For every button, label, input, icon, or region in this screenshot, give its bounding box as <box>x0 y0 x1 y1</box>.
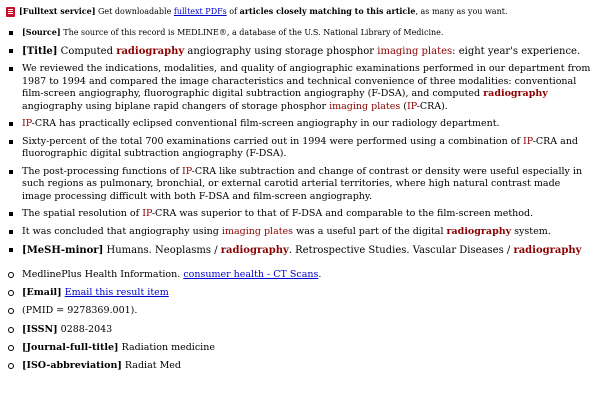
metadata-list <box>6 269 592 373</box>
abstract-sentence-2: IP-CRA has practically eclipsed conventional film-screen angiography in our radiology department. <box>6 118 592 131</box>
mesh-minor-item: [MeSH-minor] Humans. Neoplasms / radiography. Retrospective Studies. Vascular Diseases / radiography <box>6 244 592 257</box>
abstract-sentence-4: The post-processing functions of IP-CRA like subtraction and change of contrast or density were useful especially in such regions as pulmonary, bronchial, or external carotid arterial territories, where high natural contrast made image processing difficult with both F-DSA and film-screen angiography. <box>6 166 592 204</box>
abstract-sentence-6: It was concluded that angiography using imaging plates was a useful part of the digital radiography system. <box>6 226 592 239</box>
medlineplus-item: MedlinePlus Health Information. consumer health - CT Scans. <box>6 269 592 281</box>
source-item: [Source] The source of this record is MEDLINE®, a database of the U.S. National Library of Medicine. <box>6 27 592 39</box>
medlineplus-link[interactable]: consumer health - CT Scans <box>183 268 319 280</box>
record-list <box>6 27 592 256</box>
journal-title-item: [Journal-full-title] Radiation medicine <box>6 342 592 354</box>
abstract-sentence-3: Sixty-percent of the total 700 examinations carried out in 1994 were performed using a combination of IP-CRA and fluorographic digital subtraction angiography (F-DSA). <box>6 136 592 161</box>
iso-abbreviation-item: [ISO-abbreviation] Radiat Med <box>6 360 592 372</box>
issn-item: [ISSN] 0288-2043 <box>6 324 592 336</box>
email-result-link[interactable]: Email this result item <box>64 287 169 299</box>
pmid-item: (PMID = 9278369.001). <box>6 305 592 317</box>
fulltext-service-banner: [Fulltext service] Get downloadable fulltext PDFs of articles closely matching to this article, as many as you want. <box>6 6 592 17</box>
email-item: [Email] Email this result item <box>6 287 592 299</box>
fulltext-label: [Fulltext service] <box>19 6 96 16</box>
pdf-icon[interactable] <box>6 7 15 17</box>
abstract-sentence-1: We reviewed the indications, modalities, and quality of angiographic examinations performed in our department from 1987 to 1994 and compared the image characteristics and technical convenience of three modalities: conventional film-screen angiography, fluorographic digital subtraction angiography (F-DSA), and computed radiography angiography using biplane rapid changers of storage phosphor imaging plates (IP-CRA). <box>6 63 592 113</box>
fulltext-pdfs-link[interactable]: fulltext PDFs <box>173 7 227 16</box>
abstract-sentence-5: The spatial resolution of IP-CRA was superior to that of F-DSA and comparable to the film-screen method. <box>6 208 592 221</box>
title-item: [Title] Computed radiography angiography using storage phosphor imaging plates: eight year's experience. <box>6 45 592 58</box>
